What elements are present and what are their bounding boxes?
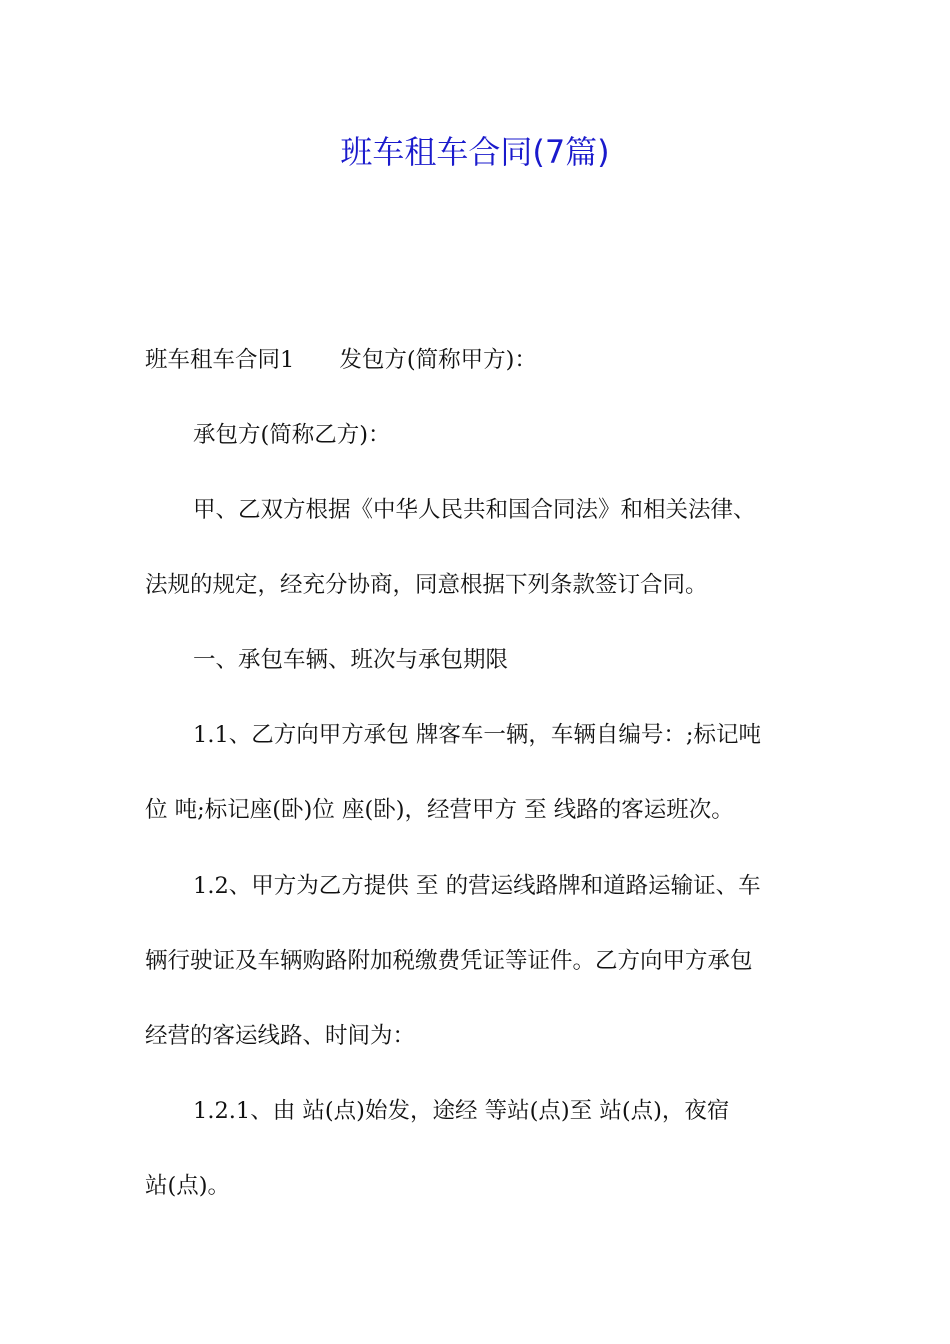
paragraph-line: 1.2、甲方为乙方提供 至 的营运线路牌和道路运输证、车 <box>193 873 761 899</box>
paragraph-line: 站(点)。 <box>145 1173 231 1199</box>
paragraph-line: 位 吨;标记座(卧)位 座(卧)，经营甲方 至 线路的客运班次。 <box>145 797 734 823</box>
paragraph-line: 班车租车合同1 发包方(简称甲方)： <box>145 347 537 373</box>
paragraph-line: 承包方(简称乙方)： <box>193 422 391 448</box>
document-title: 班车租车合同(7篇) <box>340 133 610 171</box>
paragraph-line: 1.1、乙方向甲方承包 牌客车一辆，车辆自编号：;标记吨 <box>193 722 762 748</box>
paragraph-line: 辆行驶证及车辆购路附加税缴费凭证等证件。乙方向甲方承包 <box>145 948 753 974</box>
paragraph-line: 法规的规定，经充分协商，同意根据下列条款签订合同。 <box>145 572 708 598</box>
paragraph-line: 甲、乙双方根据《中华人民共和国合同法》和相关法律、 <box>193 497 756 523</box>
section-heading: 一、承包车辆、班次与承包期限 <box>193 647 509 673</box>
paragraph-line: 1.2.1、由 站(点)始发，途经 等站(点)至 站(点)，夜宿 <box>193 1098 730 1124</box>
paragraph-line: 经营的客运线路、时间为： <box>145 1023 416 1049</box>
